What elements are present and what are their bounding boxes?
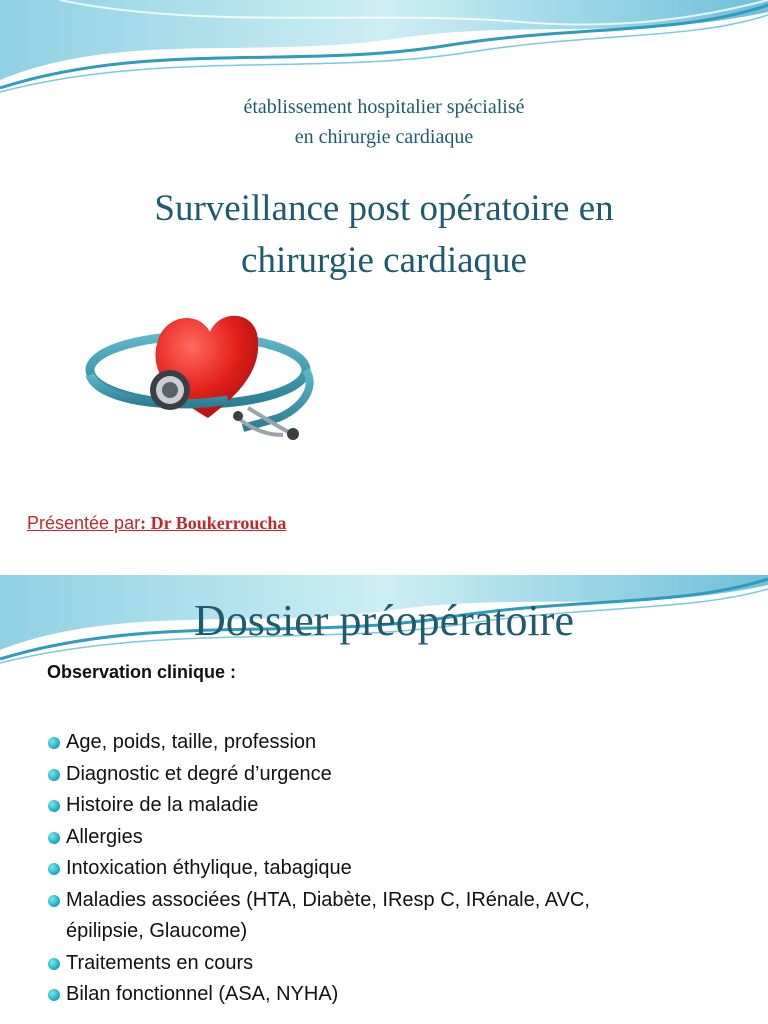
- presenter-prefix: Présentée par: [27, 513, 141, 533]
- list-item-continuation: épilipsie, Glaucome): [66, 920, 248, 942]
- presenter-credit: [27, 513, 286, 534]
- section-subheading: Observation clinique :: [47, 662, 237, 682]
- bullet-dot-icon: [48, 989, 60, 1001]
- presenter-name: : Dr Boukerroucha: [140, 513, 287, 533]
- bullet-dot-icon: [48, 863, 60, 875]
- header-wave-decoration: [0, 0, 768, 95]
- list-item: Age, poids, taille, profession: [48, 727, 748, 759]
- bullet-dot-icon: [48, 832, 60, 844]
- list-item: Traitements en cours: [48, 948, 748, 980]
- institution-line-2: en chirurgie cardiaque: [294, 126, 474, 148]
- slide-separator: [0, 565, 768, 575]
- bullet-dot-icon: [48, 737, 60, 749]
- bullet-dot-icon: [48, 958, 60, 970]
- list-item: Allergies: [48, 822, 748, 854]
- institution-line-1: établissement hospitalier spécialisé: [243, 96, 525, 118]
- list-item: Histoire de la maladie: [48, 790, 748, 822]
- list-item: Diagnostic et degré d’urgence: [48, 759, 748, 791]
- list-item: Maladies associées (HTA, Diabète, IResp C, IRénale, AVC, épilipsie, Glaucome): [48, 885, 748, 948]
- bullet-dot-icon: [48, 895, 60, 907]
- slide-1-title-line-1: Surveillance post opératoire en: [154, 188, 614, 229]
- heart-stethoscope-image: [78, 300, 340, 450]
- bullet-list: [48, 727, 748, 1011]
- bullet-dot-icon: [48, 800, 60, 812]
- bullet-dot-icon: [48, 769, 60, 781]
- slide-1-title-line-2: chirurgie cardiaque: [241, 240, 527, 281]
- list-item: Intoxication éthylique, tabagique: [48, 853, 748, 885]
- slide-2: [0, 575, 768, 1024]
- slide-2-title: Dossier préopératoire: [194, 596, 574, 645]
- list-item: Bilan fonctionnel (ASA, NYHA): [48, 979, 748, 1011]
